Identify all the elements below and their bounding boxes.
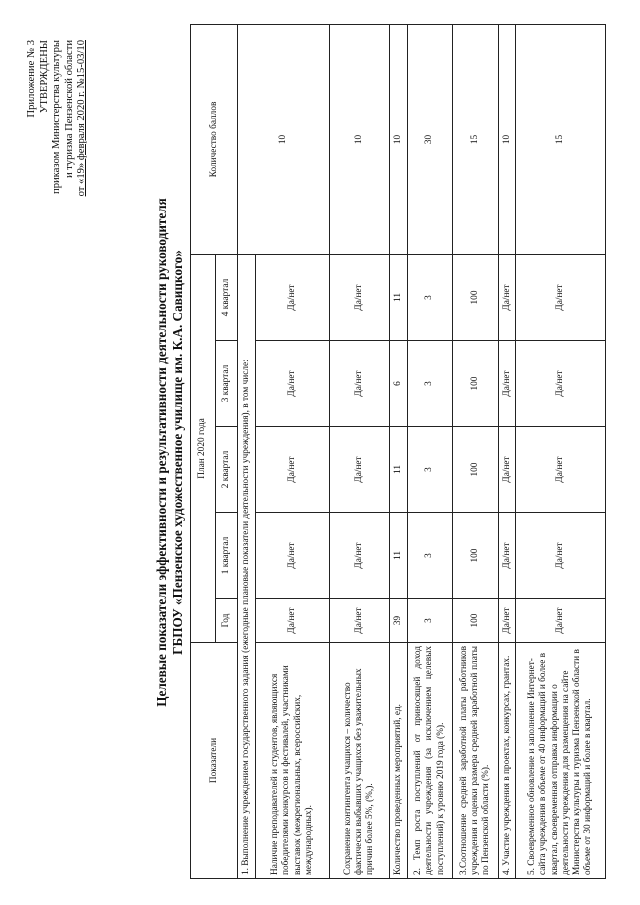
table-cell-year: Да/нет <box>255 599 330 643</box>
table-cell-year: Да/нет <box>516 599 606 643</box>
table-cell-q2: 3 <box>407 427 453 513</box>
ministry-line: и туризма Пензенской области <box>63 40 75 179</box>
table-cell-indicator: 3.Соотношение средней заработной платы работников учреждения и оценки размера средней заработной платы по Пензенской области (%). <box>453 643 499 879</box>
table-cell-q3: Да/нет <box>255 341 330 427</box>
header-q4: 4 квартал <box>215 254 237 340</box>
table-cell-score: 10 <box>330 24 390 254</box>
section-row <box>238 24 256 878</box>
table-cell-q2: Да/нет <box>255 427 330 513</box>
header-indicators: Показатели <box>191 643 238 879</box>
table-row <box>330 24 390 878</box>
table-cell-q4: Да/нет <box>255 254 330 340</box>
table-cell-q4: 3 <box>407 254 453 340</box>
table-row <box>390 24 408 878</box>
table-cell-indicator: 5. Своевременное обновление и заполнение Интернет-сайта учреждения в объеме от 40 информаций и более в квартал, своевременная отправка информации о деятельности учреждения для размещения на сайте Министерства культуры и туризма Пензенской области в объеме от 30 информаций и более в квартал. <box>516 643 606 879</box>
header-plan: План 2020 года <box>191 254 216 642</box>
document-title <box>154 60 186 845</box>
table-cell-score: 10 <box>238 24 330 254</box>
table-cell-indicator: Количество проведенных мероприятий, ед. <box>390 643 408 879</box>
table-cell-q1: 3 <box>407 513 453 599</box>
table-cell-score: 10 <box>390 24 408 254</box>
table-cell-year: Да/нет <box>498 599 516 643</box>
table-cell-year: 100 <box>453 599 499 643</box>
order-line: приказом Министерства культуры <box>51 40 63 194</box>
table-cell-q3: 3 <box>407 341 453 427</box>
table-row <box>407 24 453 878</box>
header-q3: 3 квартал <box>215 341 237 427</box>
table-cell-q4: Да/нет <box>498 254 516 340</box>
header-row-1 <box>191 24 216 878</box>
approval-stamp <box>26 40 89 270</box>
header-q1: 1 квартал <box>215 513 237 599</box>
table-cell-year: 39 <box>390 599 408 643</box>
table-cell-score: 10 <box>498 24 516 254</box>
header-q2: 2 квартал <box>215 427 237 513</box>
table-cell-q1: Да/нет <box>330 513 390 599</box>
table-cell-year: 3 <box>407 599 453 643</box>
table-cell-q4: Да/нет <box>330 254 390 340</box>
section-1-title: 1. Выполнение учреждением государственного задания (ежегодные плановые показатели деятельности учреждения), в том числе: <box>238 254 256 878</box>
table-cell-year: Да/нет <box>330 599 390 643</box>
table-row <box>498 24 516 878</box>
table-cell-q1: 100 <box>453 513 499 599</box>
table-cell-q2: 11 <box>390 427 408 513</box>
approved-label: УТВЕРЖДЕНЫ <box>38 40 50 114</box>
table-cell-indicator: 4. Участие учреждения в проектах, конкурсах, грантах. <box>498 643 516 879</box>
table-cell-q4: Да/нет <box>516 254 606 340</box>
table-cell-q2: Да/нет <box>498 427 516 513</box>
table-cell-q1: Да/нет <box>255 513 330 599</box>
table-cell-indicator: Наличие преподавателей и студентов, являющихся победителями конкурсов и фестивалей, участниками выставок (межрегиональных, всероссийских, международных). <box>255 643 330 879</box>
table-cell-score: 15 <box>516 24 606 254</box>
order-date: от «19» февраля 2020 г. №15-03/10 <box>76 40 88 197</box>
table-cell-q3: Да/нет <box>330 341 390 427</box>
title-line-2: ГБПОУ «Пензенское художественное училище им. К.А. Савицкого» <box>170 250 185 655</box>
appendix-number: Приложение № 3 <box>26 40 37 118</box>
table-cell-indicator: 2. Темп роста поступлений от приносящей доход деятельности учреждения (за исключением целевых поступлений) к уровню 2019 года (%). <box>407 643 453 879</box>
table-cell-q3: 6 <box>390 341 408 427</box>
table-cell-q3: Да/нет <box>498 341 516 427</box>
table-cell-indicator: Сохранение контингента учащихся – количество фактически выбывших учащихся без уважительных причин более 5%, (%,). <box>330 643 390 879</box>
table-cell-q1: Да/нет <box>516 513 606 599</box>
header-score: Количество баллов <box>191 24 238 254</box>
header-year: Год <box>215 599 237 643</box>
table-cell-q2: Да/нет <box>516 427 606 513</box>
table-cell-score: 30 <box>407 24 453 254</box>
indicators-table <box>190 24 606 879</box>
table-cell-score: 15 <box>453 24 499 254</box>
table-cell-q3: Да/нет <box>516 341 606 427</box>
title-line-1: Целевые показатели эффективности и результативности деятельности руководителя <box>154 198 169 707</box>
table-row <box>453 24 499 878</box>
table-cell-q3: 100 <box>453 341 499 427</box>
table-cell-q2: 100 <box>453 427 499 513</box>
table-cell-q1: Да/нет <box>498 513 516 599</box>
table-cell-q4: 11 <box>390 254 408 340</box>
table-cell-q2: Да/нет <box>330 427 390 513</box>
table-row <box>516 24 606 878</box>
table-cell-q4: 100 <box>453 254 499 340</box>
table-cell-q1: 11 <box>390 513 408 599</box>
